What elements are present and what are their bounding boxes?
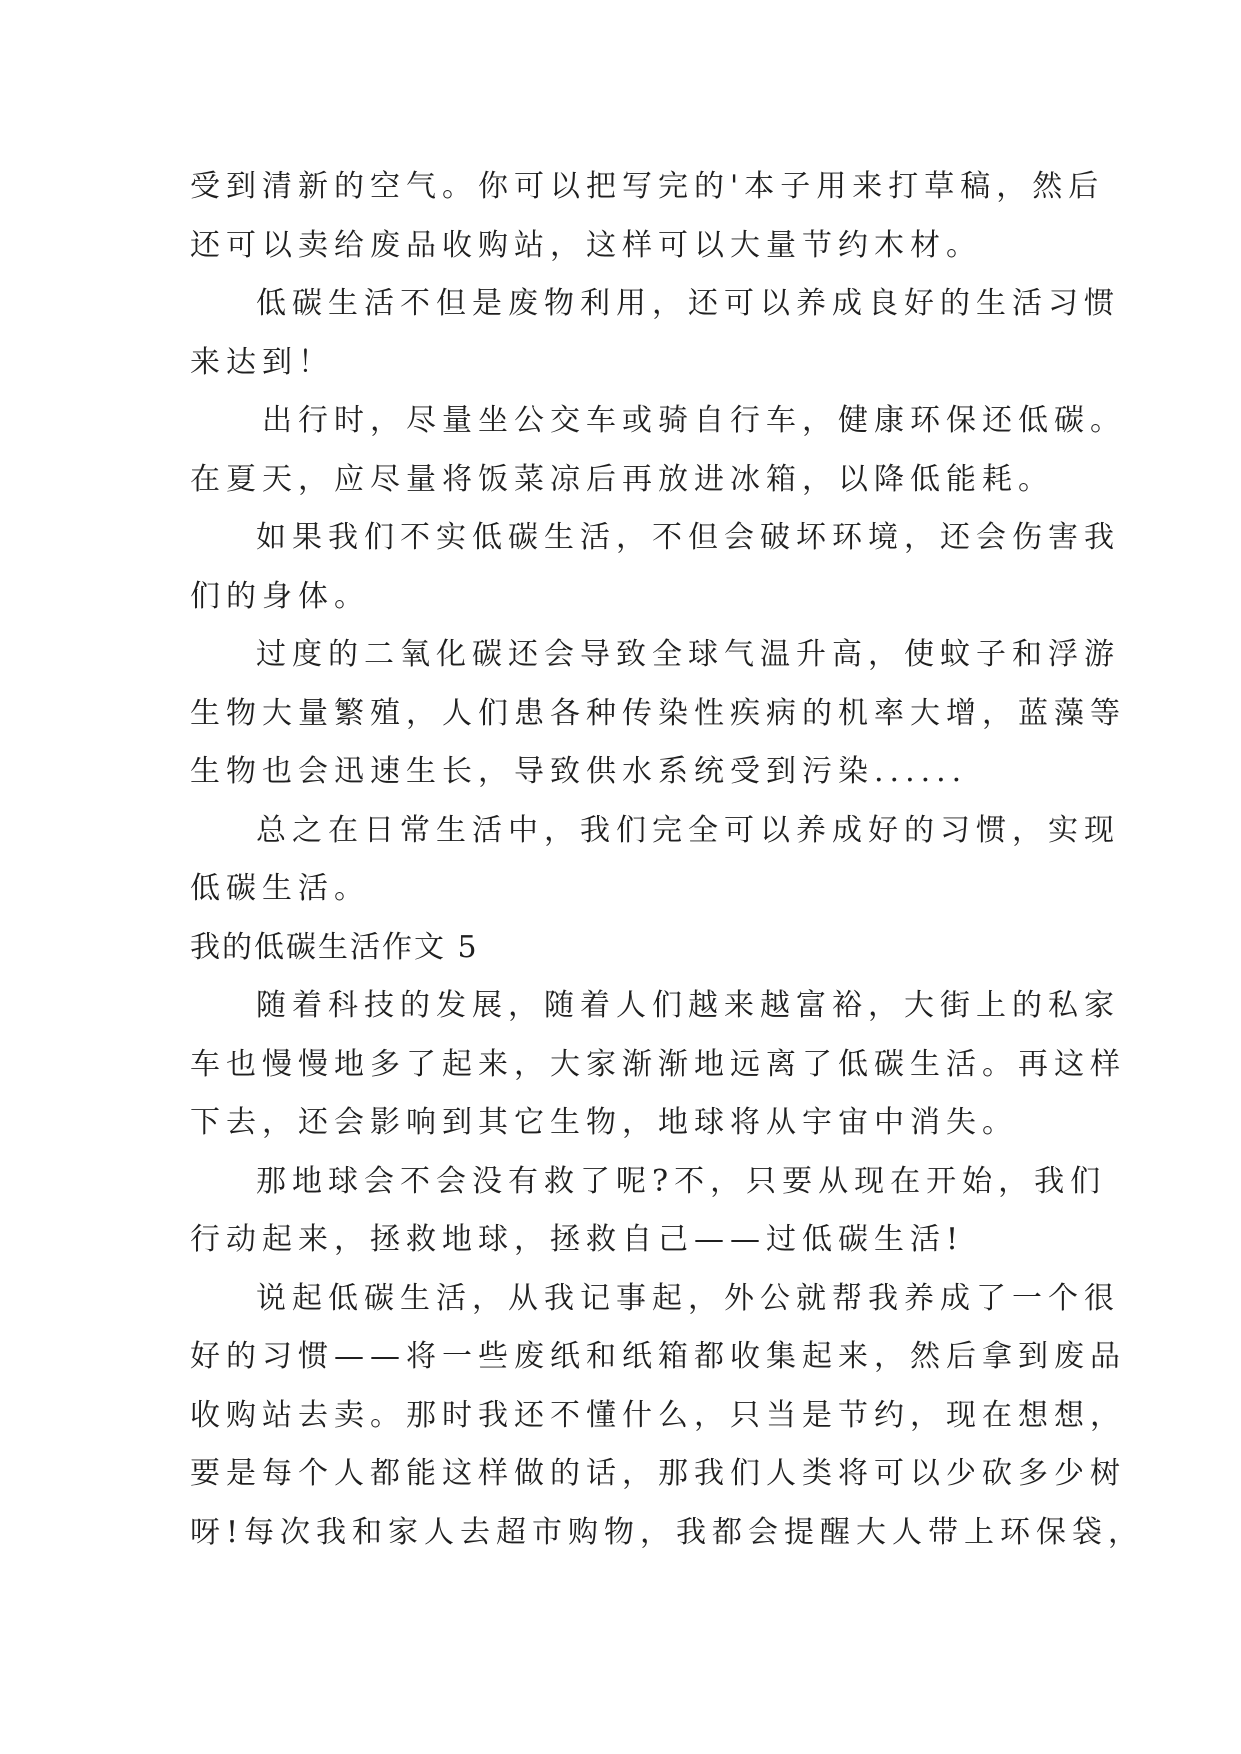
text-line: 呀!每次我和家人去超市购物，我都会提醒大人带上环保袋， (190, 1514, 1145, 1550)
text-line: 收购站去卖。那时我还不懂什么，只当是节约，现在想想， (190, 1397, 1126, 1433)
text-line: 们的身体。 (190, 578, 370, 614)
paragraph-start-line: 随着科技的发展，随着人们越来越富裕，大街上的私家 (256, 988, 1120, 1023)
text-line: 来达到！ (190, 344, 334, 380)
text-line: 生物也会迅速生长，导致供水系统受到污染...... (190, 754, 968, 789)
document-page (190, 158, 1145, 1562)
paragraph-start-line: 说起低碳生活，从我记事起，外公就帮我养成了一个很 (256, 1280, 1120, 1316)
text-line: 下去，还会影响到其它生物，地球将从宇宙中消失。 (190, 1105, 1018, 1140)
text-line: 还可以卖给废品收购站，这样可以大量节约木材。 (190, 227, 982, 263)
section-heading: 我的低碳生活作文 5 (190, 929, 479, 965)
text-line: 生物大量繁殖，人们患各种传染性疾病的机率大增，蓝藻等 (190, 695, 1126, 731)
paragraph-start-line: 过度的二氧化碳还会导致全球气温升高，使蚊子和浮游 (256, 637, 1120, 672)
paragraph-start-line: 总之在日常生活中，我们完全可以养成好的习惯，实现 (256, 812, 1120, 848)
paragraph-start-line: 低碳生活不但是废物利用，还可以养成良好的生活习惯 (256, 286, 1120, 321)
text-line: 低碳生活。 (190, 871, 370, 906)
paragraph-start-line: 如果我们不实低碳生活，不但会破坏环境，还会伤害我 (256, 520, 1120, 555)
paragraph-start-line: 出行时，尽量坐公交车或骑自行车，健康环保还低碳。 (262, 403, 1126, 438)
paragraph-start-line: 那地球会不会没有救了呢?不，只要从现在开始，我们 (256, 1163, 1107, 1199)
text-line: 在夏天，应尽量将饭菜凉后再放进冰箱，以降低能耗。 (190, 461, 1054, 497)
text-line: 受到清新的空气。你可以把写完的'本子用来打草稿，然后 (190, 169, 1105, 204)
text-line: 好的习惯——将一些废纸和纸箱都收集起来，然后拿到废品 (190, 1339, 1126, 1374)
text-line: 车也慢慢地多了起来，大家渐渐地远离了低碳生活。再这样 (190, 1046, 1126, 1082)
text-line: 要是每个人都能这样做的话，那我们人类将可以少砍多少树 (190, 1456, 1126, 1491)
text-line: 行动起来，拯救地球，拯救自己——过低碳生活! (190, 1222, 965, 1257)
